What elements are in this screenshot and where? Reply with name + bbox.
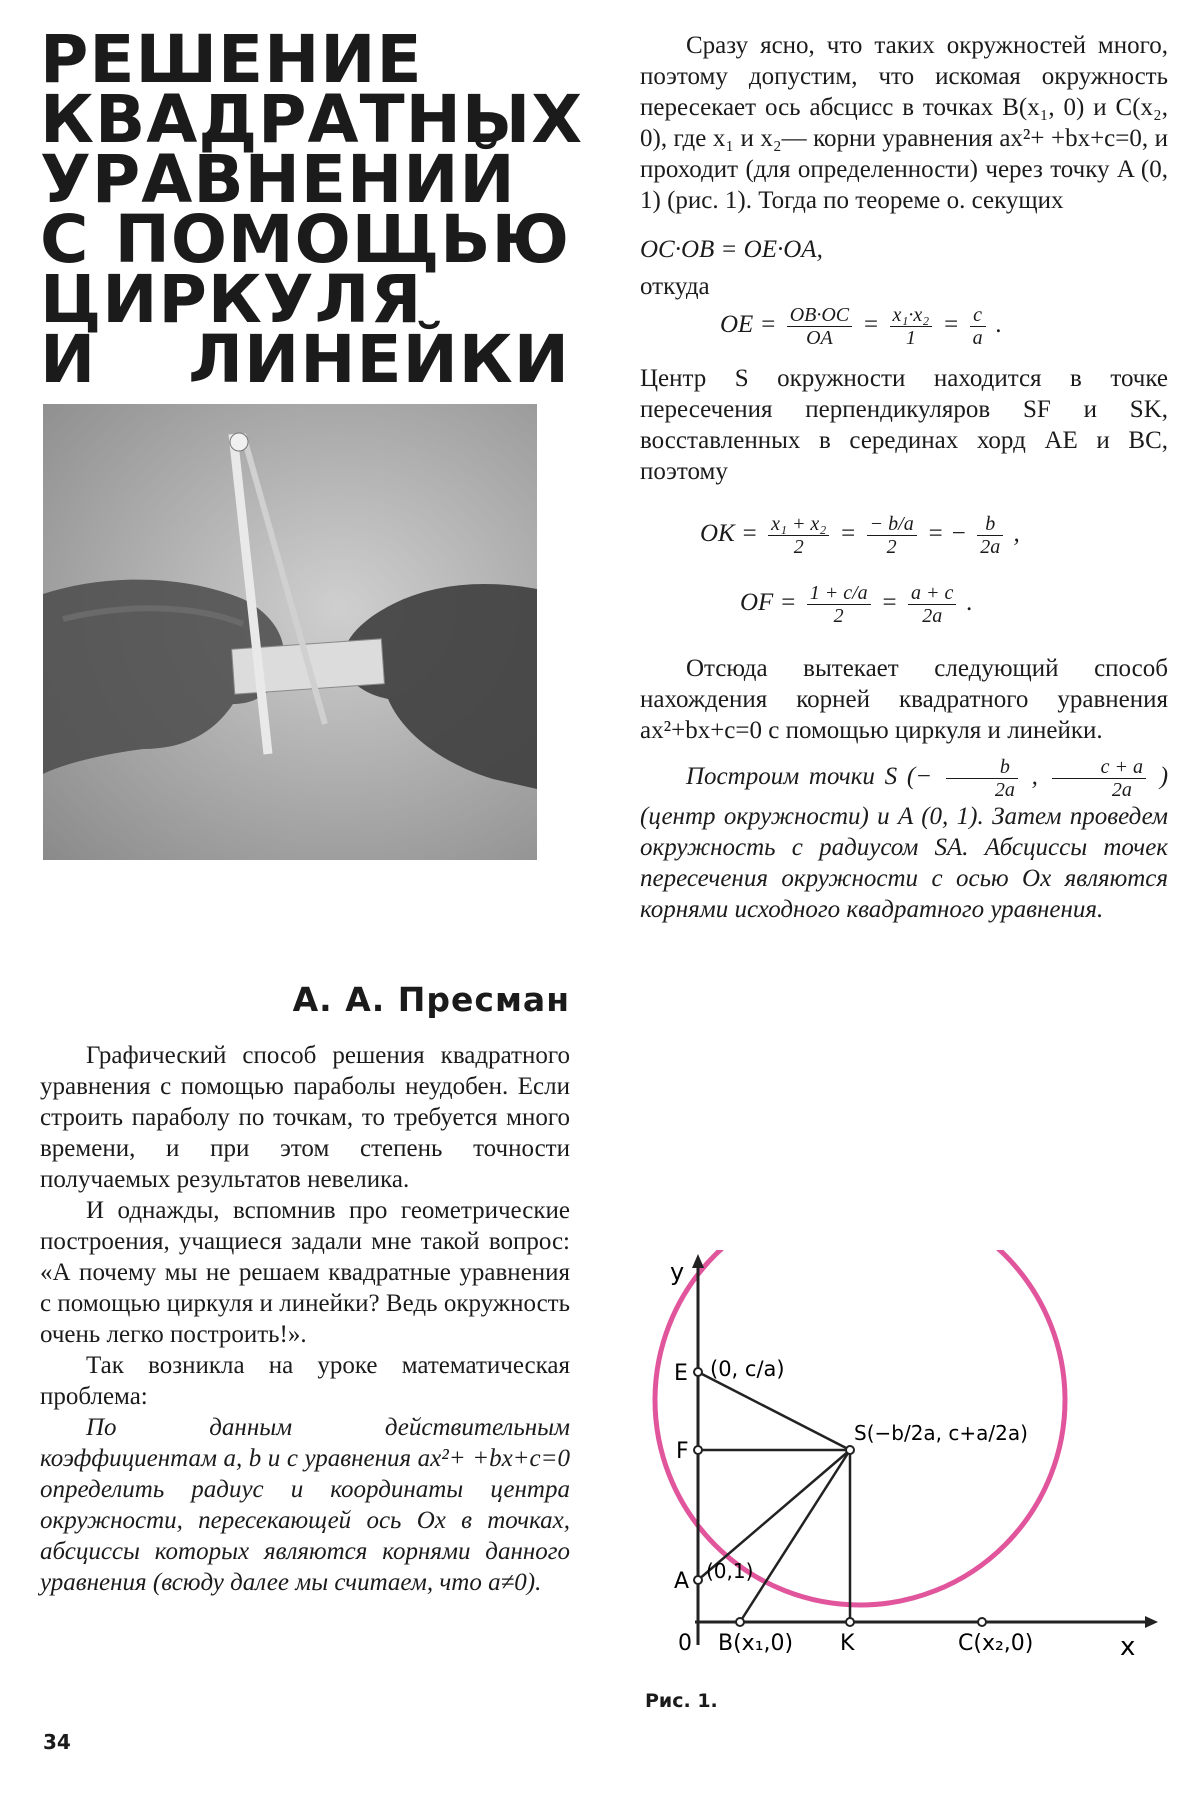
equation-OK bbox=[700, 513, 1168, 558]
left-column bbox=[40, 21, 584, 1596]
paragraph: Сразу ясно, что таких окружностей много, поэтому допустим, что искомая окружность пересекает ось абсцисс в точках B(x₁, 0) и C(x₂, 0), где x₁ и x₂— корни уравнения ax²+ +bx+c=0, и проходит (для определенности) через точку A (0, 1) (рис. 1). Тогда по теореме о. секущих bbox=[640, 32, 1168, 214]
fraction-denominator: 2 bbox=[793, 536, 804, 558]
paragraph: И однажды, вспомнив про геометрические построения, учащиеся задали мне такой вопрос: «А почему мы не решаем квадратные уравнения с помощью циркуля и линейки? Ведь окружность очень легко построить!». bbox=[40, 1197, 570, 1348]
equation-lhs: OE = bbox=[720, 311, 777, 339]
equation-OF bbox=[740, 582, 1168, 627]
right-column bbox=[640, 30, 1168, 925]
fraction bbox=[970, 304, 986, 349]
equals-sign: = − bbox=[926, 520, 967, 548]
title-line: КВАДРАТНЫХ bbox=[40, 81, 584, 158]
equation-lhs: OK = bbox=[700, 520, 758, 548]
text-fragment: (− bbox=[906, 763, 933, 791]
equation-OE bbox=[720, 304, 1168, 349]
label-E: E bbox=[674, 1361, 688, 1386]
word-otkuda: откуда bbox=[640, 273, 710, 300]
fraction-numerator: c bbox=[970, 304, 986, 327]
fraction bbox=[768, 513, 829, 558]
title-line: УРАВНЕНИЙ bbox=[40, 141, 516, 218]
text-fragment: (центр окружности) и A (0, 1). Затем проведем окружность с радиусом SA. Абсциссы точек пересечения окружности с осью Ox являются корнями исходного квадратного уравнения. bbox=[640, 803, 1168, 923]
equals-sign: = bbox=[839, 520, 857, 548]
equals-sign: = bbox=[862, 311, 880, 339]
fraction-denominator: OA bbox=[806, 327, 833, 349]
paragraph: Так возникла на уроке математическая проблема: bbox=[40, 1352, 570, 1410]
segment-SE bbox=[698, 1372, 850, 1450]
intro-text bbox=[40, 1040, 570, 1598]
fraction bbox=[977, 513, 1003, 558]
compass-photo-drawing bbox=[43, 404, 537, 860]
punctuation: , bbox=[1013, 520, 1020, 548]
label-y: y bbox=[670, 1258, 685, 1286]
figure-caption: Рис. 1. bbox=[645, 1690, 718, 1712]
label-E-coord: (0, c/a) bbox=[710, 1357, 785, 1381]
fraction-numerator: OB·OC bbox=[787, 304, 852, 327]
fraction-denominator: a bbox=[972, 327, 983, 349]
fraction-denominator: 2a bbox=[1111, 779, 1132, 801]
label-C: C(x₂,0) bbox=[958, 1631, 1034, 1656]
fraction-numerator: b bbox=[946, 756, 1018, 779]
fraction-numerator: b bbox=[977, 513, 1003, 536]
fraction bbox=[867, 513, 917, 558]
point-B bbox=[736, 1618, 744, 1626]
fraction bbox=[908, 582, 956, 627]
fraction bbox=[890, 304, 933, 349]
fraction bbox=[787, 304, 852, 349]
text-fragment: ) bbox=[1159, 763, 1169, 791]
paragraph: Центр S окружности находится в точке пересечения перпендикуляров SF и SK, восставленных в серединах хорд AE и BC, поэтому bbox=[640, 365, 1168, 485]
point-C bbox=[978, 1618, 986, 1626]
label-K: K bbox=[840, 1631, 855, 1656]
fraction-denominator: 2 bbox=[833, 605, 844, 627]
point-S bbox=[846, 1446, 854, 1454]
equals-sign: = bbox=[942, 311, 960, 339]
label-A-coord: (0,1) bbox=[706, 1559, 754, 1583]
title-line: ЦИРКУЛЯ bbox=[40, 261, 423, 338]
title-line: И ЛИНЕЙКИ bbox=[40, 321, 570, 398]
fraction-denominator: 2a bbox=[922, 605, 943, 627]
title-line: С ПОМОЩЬЮ bbox=[40, 201, 570, 278]
punctuation: . bbox=[995, 311, 1003, 339]
label-F: F bbox=[676, 1439, 689, 1464]
point-F bbox=[694, 1446, 702, 1454]
problem-statement: По данным действительным коэффициентам a, b и c уравнения ax²+ +bx+c=0 определить радиус и координаты центра окружности, пересекающей ось Ox в точках, абсциссы которых являются корнями данного уравнения (всюду далее мы считаем, что a≠0). bbox=[40, 1414, 570, 1596]
paragraph: Отсюда вытекает следующий способ нахождения корней квадратного уравнения ax²+bx+c=0 с помощью циркуля и линейки. bbox=[640, 655, 1168, 744]
paragraph: Графический способ решения квадратного уравнения с помощью параболы неудобен. Если строить параболу по точкам, то требуется много времени, и при этом степень точности получаемых результатов невелика. bbox=[40, 1042, 570, 1193]
compass-photo bbox=[43, 404, 537, 860]
fraction-numerator: 1 + c/a bbox=[807, 582, 871, 605]
text-fragment: Построим точки S bbox=[686, 763, 898, 791]
point-E bbox=[694, 1368, 702, 1376]
equation-secants: OC·OB = OE·OA, bbox=[640, 236, 823, 263]
equals-sign: = bbox=[880, 589, 898, 617]
fraction-numerator: x₁·x₂ bbox=[890, 304, 933, 327]
fraction-denominator: 2 bbox=[886, 536, 897, 558]
title-line: РЕШЕНИЕ bbox=[40, 21, 423, 98]
point-A bbox=[694, 1576, 702, 1584]
point-K bbox=[846, 1618, 854, 1626]
fraction-numerator: x₁ + x₂ bbox=[768, 513, 829, 536]
fraction-denominator: 2a bbox=[980, 536, 1001, 558]
y-axis-arrow bbox=[692, 1254, 704, 1268]
fraction-numerator: − b/a bbox=[867, 513, 917, 536]
fraction bbox=[1052, 756, 1146, 801]
label-A: A bbox=[674, 1569, 690, 1594]
label-B: B(x₁,0) bbox=[718, 1631, 794, 1656]
fraction-denominator: 1 bbox=[905, 327, 916, 349]
text-fragment: , bbox=[1031, 763, 1038, 791]
construction-step bbox=[640, 756, 1168, 925]
article-title bbox=[40, 21, 584, 398]
x-axis-arrow bbox=[1145, 1616, 1158, 1628]
fraction bbox=[946, 756, 1018, 801]
label-x: x bbox=[1120, 1632, 1136, 1662]
fraction-denominator: 2a bbox=[994, 779, 1015, 801]
label-O: 0 bbox=[678, 1631, 692, 1656]
author-name: А. А. Пресман bbox=[292, 980, 570, 1019]
figure-1-diagram bbox=[640, 1250, 1160, 1670]
fraction-numerator: c + a bbox=[1052, 756, 1146, 779]
fraction bbox=[807, 582, 871, 627]
punctuation: . bbox=[966, 589, 973, 617]
equation-lhs: OF = bbox=[740, 589, 797, 617]
page-number: 34 bbox=[43, 1730, 71, 1754]
fraction-numerator: a + c bbox=[908, 582, 956, 605]
label-S: S(−b/2a, c+a/2a) bbox=[854, 1421, 1028, 1445]
